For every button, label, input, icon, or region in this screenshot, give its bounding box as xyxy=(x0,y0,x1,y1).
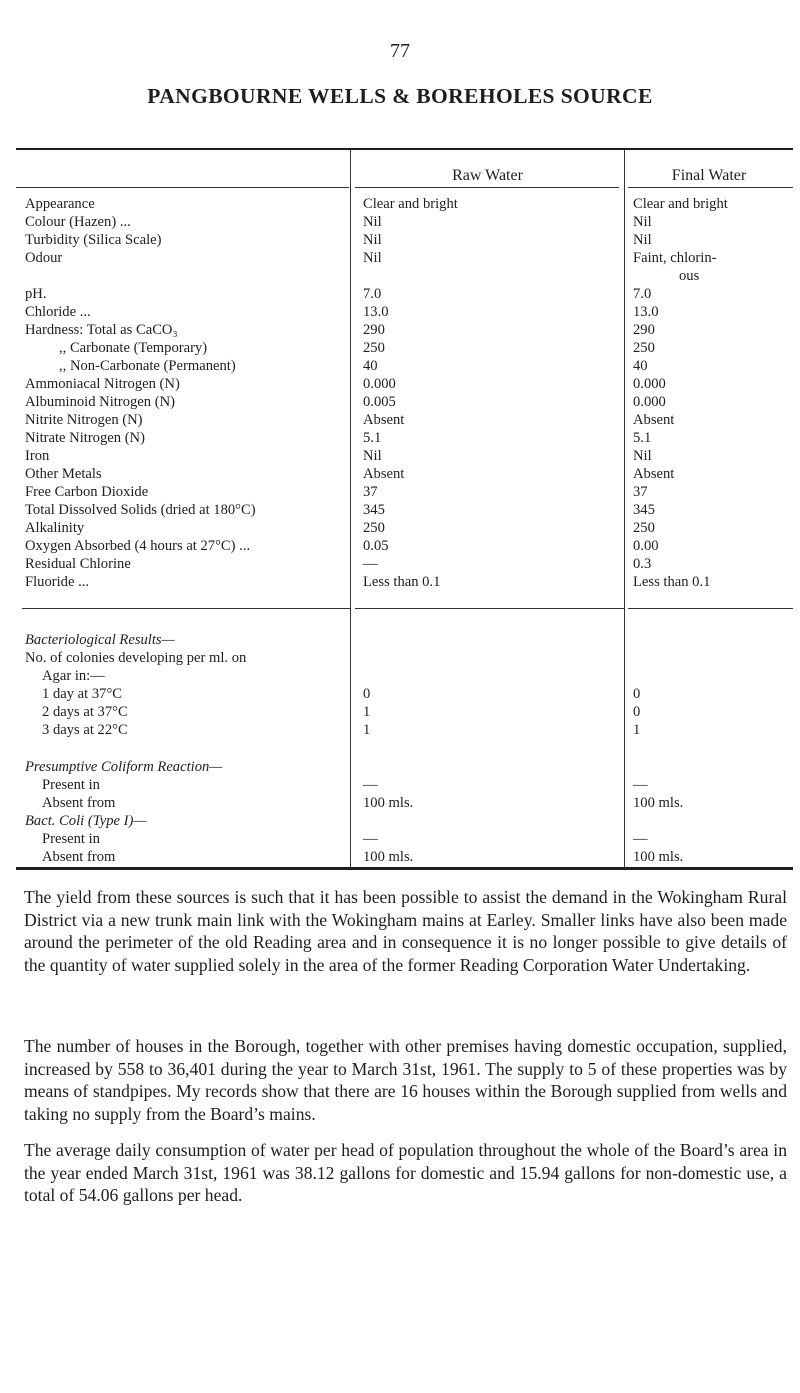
final-value: Nil xyxy=(633,214,652,230)
paragraph: The number of houses in the Borough, together with other premises having domestic occupation, supplied, increased by 558 to 36,401 during the year to March 31st, 1961. The supply to 5 of these properties was by means of standpipes. My records show that there are 16 houses within the Borough supplied from wells and taking no supply from the Board’s mains. xyxy=(24,1036,787,1124)
raw-value: Nil xyxy=(363,214,382,230)
final-value: 0 xyxy=(633,704,641,720)
raw-value: Clear and bright xyxy=(363,196,458,212)
table-row xyxy=(16,303,793,321)
coli-heading: Bact. Coli (Type I)— xyxy=(25,813,147,829)
final-value: 7.0 xyxy=(633,286,652,302)
table-row xyxy=(16,231,793,249)
final-value: Clear and bright xyxy=(633,196,728,212)
row-label: Albuminoid Nitrogen (N) xyxy=(25,394,175,410)
final-value: 40 xyxy=(633,358,648,374)
raw-value: Absent xyxy=(363,466,405,482)
bacteriological-heading-row xyxy=(16,631,793,649)
table-row xyxy=(16,429,793,447)
final-value: 250 xyxy=(633,520,655,536)
table-row xyxy=(16,249,793,267)
coli-heading-row xyxy=(16,812,793,830)
raw-value: 40 xyxy=(363,358,378,374)
table-row xyxy=(16,519,793,537)
final-value: — xyxy=(633,777,648,793)
paragraph: The average daily consumption of water per head of population throughout the whole of the Board’s area in the year ended March 31st, 1961 was 38.12 gallons for domestic and 15.94 gallons for non-domestic use, a total of 54.06 gallons per head. xyxy=(24,1140,787,1206)
raw-value: 100 mls. xyxy=(363,849,414,865)
table-row-continuation xyxy=(16,267,793,285)
raw-value: 0 xyxy=(363,686,371,702)
table-row xyxy=(16,195,793,213)
final-value: 0.000 xyxy=(633,394,666,410)
row-label: Nitrite Nitrogen (N) xyxy=(25,412,143,428)
raw-value: 100 mls. xyxy=(363,795,414,811)
raw-value: Nil xyxy=(363,232,382,248)
row-label: ,, Carbonate (Temporary) xyxy=(59,340,208,356)
final-value: Absent xyxy=(633,412,675,428)
final-value: 1 xyxy=(633,722,641,738)
raw-value: 13.0 xyxy=(363,304,389,320)
colonies-row xyxy=(16,649,793,667)
raw-value: Less than 0.1 xyxy=(363,574,441,590)
final-value: 290 xyxy=(633,322,655,338)
row-label: Colour (Hazen) ... xyxy=(25,214,131,230)
section-rule xyxy=(22,608,350,609)
row-label: Absent from xyxy=(42,849,116,865)
table-row xyxy=(16,393,793,411)
table-row xyxy=(16,703,793,721)
row-label: 1 day at 37°C xyxy=(42,686,123,702)
row-label: Free Carbon Dioxide xyxy=(25,484,149,500)
table-row xyxy=(16,794,793,812)
row-label: ,, Non-Carbonate (Permanent) xyxy=(59,358,236,374)
final-water-header: Final Water xyxy=(671,167,747,184)
raw-value: 7.0 xyxy=(363,286,382,302)
final-value: 5.1 xyxy=(633,430,652,446)
raw-value: 290 xyxy=(363,322,385,338)
row-label: Oxygen Absorbed (4 hours at 27°C) ... xyxy=(25,538,251,554)
colonies-row xyxy=(16,667,793,685)
raw-value: 1 xyxy=(363,704,371,720)
table-bottom-rule xyxy=(16,867,793,870)
row-label: Alkalinity xyxy=(25,520,85,536)
final-value: 250 xyxy=(633,340,655,356)
table-row xyxy=(16,321,793,339)
final-value: 0.00 xyxy=(633,538,659,554)
table-row xyxy=(16,573,793,591)
raw-value: 1 xyxy=(363,722,371,738)
colonies-label: Agar in:— xyxy=(42,668,105,684)
table-row xyxy=(16,848,793,866)
coliform-heading: Presumptive Coliform Reaction— xyxy=(25,759,223,775)
final-value: — xyxy=(633,831,648,847)
raw-value: — xyxy=(363,556,378,572)
page-number: 77 xyxy=(390,40,410,62)
final-value: 345 xyxy=(633,502,655,518)
bacteriological-heading: Bacteriological Results— xyxy=(25,632,175,648)
table-row xyxy=(16,339,793,357)
section-rule xyxy=(355,608,624,609)
final-value: 37 xyxy=(633,484,648,500)
raw-value: Nil xyxy=(363,448,382,464)
row-label: Ammoniacal Nitrogen (N) xyxy=(25,376,180,392)
row-label: Other Metals xyxy=(25,466,102,482)
raw-value: 250 xyxy=(363,340,385,356)
table-row xyxy=(16,776,793,794)
paragraph: The yield from these sources is such that it has been possible to assist the demand in the Wokingham Rural District via a new trunk main link with the Wokingham mains at Earley. Smaller links have also been made around the perimeter of the old Reading area and in consequence it is no longer possible to give details of the quantity of water supplied solely in the area of the former Reading Corporation Water Undertaking. xyxy=(24,887,787,975)
table-row xyxy=(16,213,793,231)
header-rule xyxy=(628,187,793,188)
row-label: Fluoride ... xyxy=(25,574,90,590)
table-row xyxy=(16,375,793,393)
table-row xyxy=(16,357,793,375)
final-value: Faint, chlorin- xyxy=(633,250,717,266)
row-label: Turbidity (Silica Scale) xyxy=(25,232,162,248)
final-value: 0 xyxy=(633,686,641,702)
row-label: Nitrate Nitrogen (N) xyxy=(25,430,145,446)
raw-value: 0.005 xyxy=(363,394,396,410)
page-title: PANGBOURNE WELLS & BOREHOLES SOURCE xyxy=(147,84,653,108)
table-row xyxy=(16,483,793,501)
raw-value: 37 xyxy=(363,484,378,500)
row-label: Odour xyxy=(25,250,63,266)
final-value: ous xyxy=(679,268,700,284)
raw-value: 5.1 xyxy=(363,430,382,446)
table-row xyxy=(16,537,793,555)
raw-value: 250 xyxy=(363,520,385,536)
table-row xyxy=(16,685,793,703)
final-value: 0.3 xyxy=(633,556,652,572)
row-label: 3 days at 22°C xyxy=(42,722,128,738)
final-value: Less than 0.1 xyxy=(633,574,711,590)
raw-value: 345 xyxy=(363,502,385,518)
section-rule xyxy=(628,608,793,609)
row-label: Iron xyxy=(25,448,50,464)
raw-value: 0.05 xyxy=(363,538,389,554)
row-label: Chloride ... xyxy=(25,304,91,320)
table-row xyxy=(16,447,793,465)
raw-value: 0.000 xyxy=(363,376,396,392)
row-label: Absent from xyxy=(42,795,116,811)
final-value: Absent xyxy=(633,466,675,482)
raw-water-header: Raw Water xyxy=(452,167,523,184)
table-row xyxy=(16,830,793,848)
table-row xyxy=(16,285,793,303)
header-rule xyxy=(355,187,619,188)
table-row xyxy=(16,411,793,429)
final-value: Nil xyxy=(633,232,652,248)
row-label: Present in xyxy=(42,831,100,847)
row-label: pH. xyxy=(25,286,47,302)
raw-value: — xyxy=(363,831,378,847)
table-row xyxy=(16,555,793,573)
row-label: Appearance xyxy=(25,196,95,212)
row-label: 2 days at 37°C xyxy=(42,704,128,720)
final-value: 0.000 xyxy=(633,376,666,392)
raw-value: Nil xyxy=(363,250,382,266)
colonies-label: No. of colonies developing per ml. on xyxy=(25,650,247,666)
row-label: Present in xyxy=(42,777,100,793)
header-rule xyxy=(16,187,349,188)
final-value: 13.0 xyxy=(633,304,659,320)
table-row xyxy=(16,501,793,519)
final-value: 100 mls. xyxy=(633,849,684,865)
final-value: Nil xyxy=(633,448,652,464)
coliform-heading-row xyxy=(16,758,793,776)
final-value: 100 mls. xyxy=(633,795,684,811)
row-label: Hardness: Total as CaCO₃ xyxy=(25,322,178,338)
table-top-rule xyxy=(16,148,793,150)
row-label: Total Dissolved Solids (dried at 180°C) xyxy=(25,502,256,518)
raw-value: — xyxy=(363,777,378,793)
table-row xyxy=(16,721,793,739)
table-row xyxy=(16,465,793,483)
water-analysis-table xyxy=(16,148,793,870)
row-label: Residual Chlorine xyxy=(25,556,131,572)
raw-value: Absent xyxy=(363,412,405,428)
